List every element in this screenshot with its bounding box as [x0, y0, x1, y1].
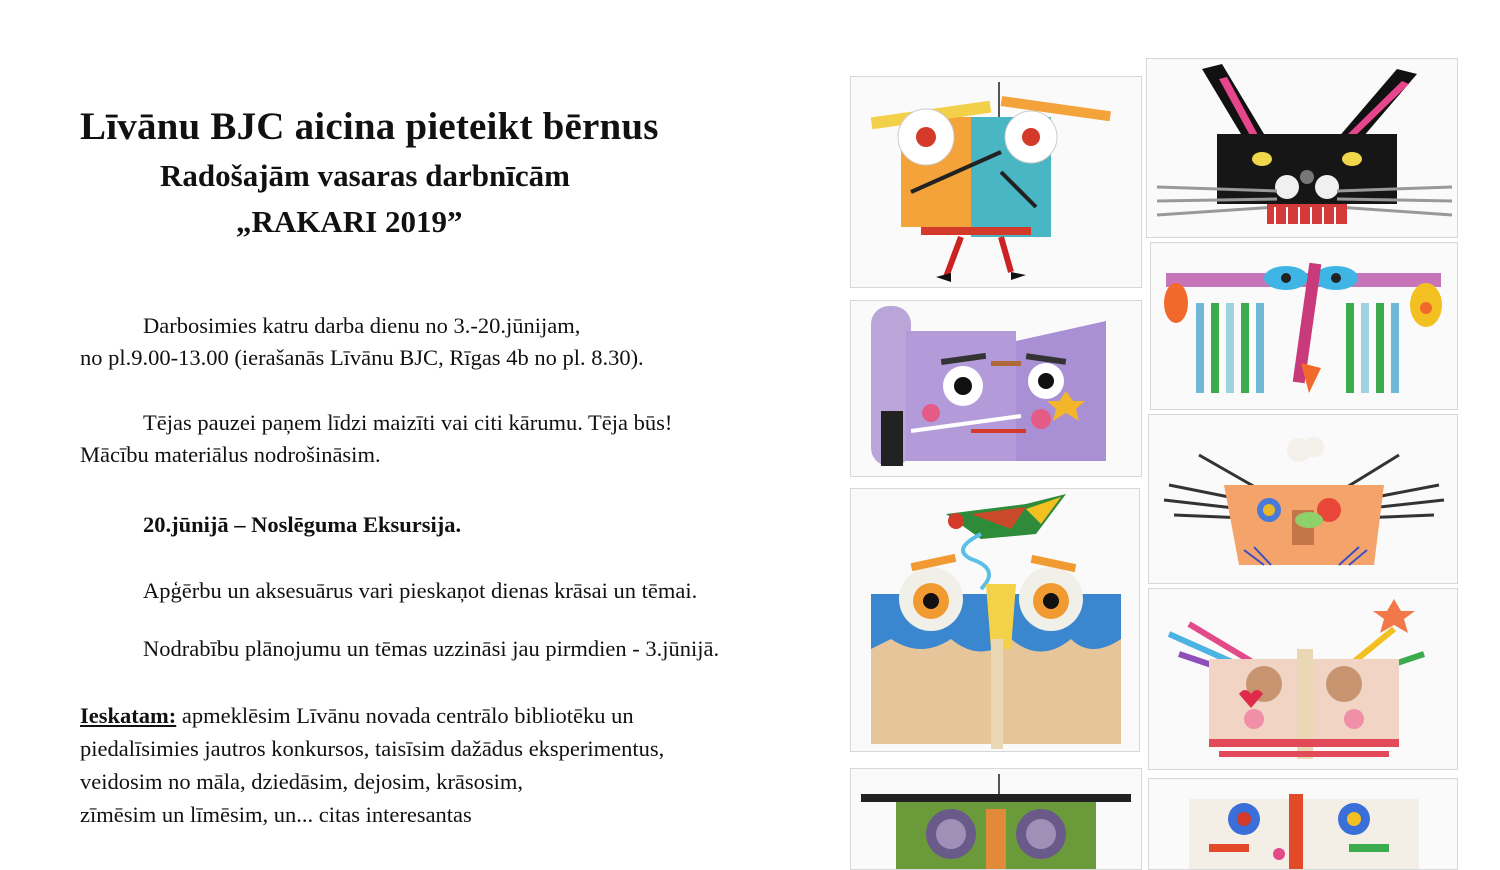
clothing-line: Apģērbu un aksesuārus vari pieskaņot dienas krāsai un tēmai. — [143, 578, 698, 603]
excursion-line: 20.jūnijā – Noslēguma Eksursija. — [143, 512, 462, 537]
craft-photo-colorful-robot — [1148, 778, 1458, 870]
schedule-line-1: Darbosimies katru darba dienu no 3.-20.jūnijam, — [143, 313, 581, 338]
craft-photo-purple-face — [850, 300, 1142, 477]
preview-line-3: veidosim no māla, dziedāsim, dejosim, krāsosim, — [80, 769, 524, 794]
craft-photo-owl-bird — [850, 488, 1140, 752]
tea-line-2: Mācību materiālus nodrošināsim. — [80, 442, 381, 467]
tea-line-1: Tējas pauzei paņem līdzi maizīti vai citi kārumu. Tēja būs! — [143, 410, 673, 435]
event-name: „RAKARI 2019” — [236, 204, 463, 239]
craft-photo-green-owl — [850, 768, 1142, 870]
craft-photo-pink-face — [1148, 588, 1458, 770]
preview-text-1: apmeklēsim Līvānu novada centrālo bibliotēku un — [176, 703, 634, 728]
craft-photo-black-rabbit — [1146, 58, 1458, 238]
plan-line: Nodrabību plānojumu un tēmas uzzināsi jau pirmdien - 3.jūnijā. — [143, 636, 720, 661]
preview-label: Ieskatam: — [80, 703, 177, 728]
preview-line-2: piedalīsimies jautros konkursos, taisīsim dažādus eksperimentus, — [80, 736, 665, 761]
preview-line-4: zīmēsim un līmēsim, un... citas interesantas — [80, 802, 472, 827]
poster-subtitle: Radošajām vasaras darbnīcām — [160, 158, 570, 193]
preview-line-1 — [80, 700, 634, 731]
poster-title: Līvānu BJC aicina pieteikt bērnus — [80, 105, 659, 148]
craft-photo-orange-owl — [850, 76, 1142, 288]
craft-photo-stick-bird — [1150, 242, 1458, 410]
schedule-line-2: no pl.9.00-13.00 (ierašanās Līvānu BJC, Rīgas 4b no pl. 8.30). — [80, 345, 644, 370]
craft-photo-cat-whiskers — [1148, 414, 1458, 584]
